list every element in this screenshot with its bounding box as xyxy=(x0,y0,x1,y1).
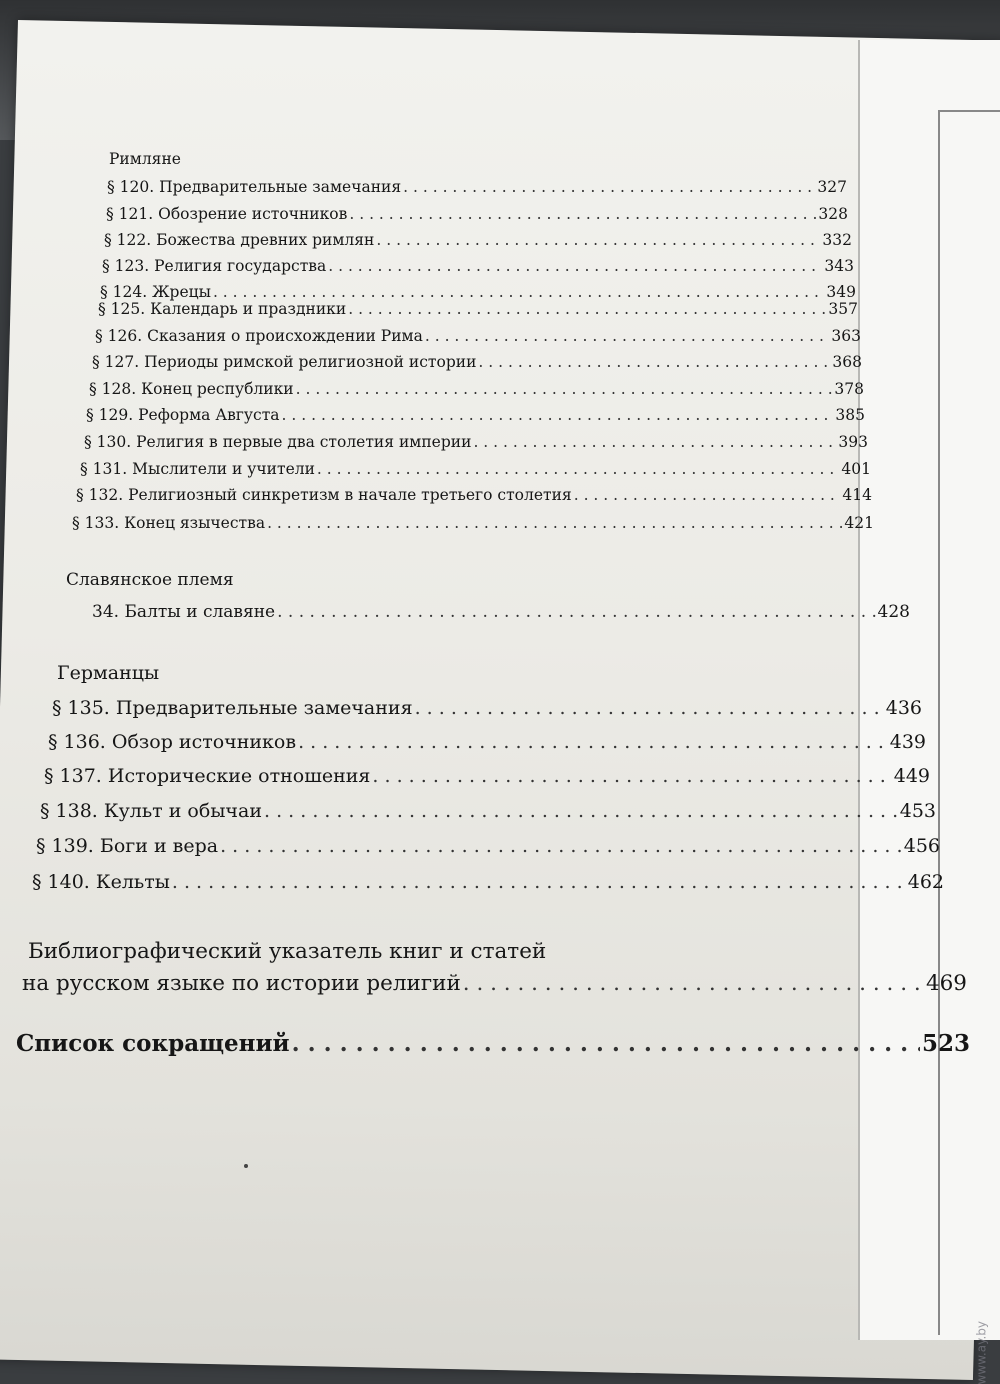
toc-entry xyxy=(100,283,856,301)
toc-entry-title: § 125. Календарь и праздники xyxy=(98,300,347,318)
toc-entry-title: § 137. Исторические отношения xyxy=(44,765,371,787)
toc-entry-title: § 135. Предварительные замечания xyxy=(52,697,413,719)
toc-entry-page: 401 xyxy=(841,460,871,478)
leader-dots xyxy=(574,486,841,504)
toc-entry-title: 34. Балты и славяне xyxy=(92,602,276,622)
leader-dots xyxy=(328,257,822,275)
toc-entry xyxy=(80,460,871,478)
toc-entry xyxy=(76,486,872,504)
toc-entry-page: 393 xyxy=(838,433,868,451)
toc-entry xyxy=(104,231,852,249)
paper-speck xyxy=(244,1164,248,1168)
toc-entry-page: 439 xyxy=(889,731,926,753)
leader-dots xyxy=(403,178,815,196)
toc-entry xyxy=(32,871,944,893)
toc-entry-title: § 139. Боги и вера xyxy=(36,835,219,857)
toc-entry-page: 378 xyxy=(834,380,864,398)
leader-dots xyxy=(463,971,924,996)
toc-entry-page: 343 xyxy=(824,257,854,275)
toc-entry-title: § 130. Религия в первые два столетия империи xyxy=(84,433,472,451)
leader-dots xyxy=(349,205,816,223)
leader-dots xyxy=(425,327,830,345)
toc-entry-title: § 127. Периоды римской религиозной истории xyxy=(92,353,477,371)
toc-entry-page: 368 xyxy=(832,353,862,371)
toc-entry xyxy=(89,380,864,398)
toc-entry xyxy=(92,353,862,371)
toc-entry-title: § 124. Жрецы xyxy=(100,283,211,301)
toc-entry-page: 449 xyxy=(893,765,930,787)
toc-entry xyxy=(40,800,936,822)
leader-dots xyxy=(376,231,820,249)
toc-entry-title: Список сокращений xyxy=(16,1030,290,1057)
toc-entry xyxy=(102,257,854,275)
leader-dots xyxy=(264,800,898,822)
toc-entry-page: 328 xyxy=(818,205,848,223)
leader-dots xyxy=(267,514,842,532)
toc-entry-title: § 121. Обозрение источников xyxy=(106,205,348,223)
toc-entry-page: 385 xyxy=(835,406,865,424)
toc-entry-page: 421 xyxy=(844,514,874,532)
toc-entry xyxy=(106,205,848,223)
toc-entry-title: § 123. Религия государства xyxy=(102,257,327,275)
toc-entry-title: § 132. Религиозный синкретизм в начале третьего столетия xyxy=(76,486,572,504)
section-heading-germans: Германцы xyxy=(57,662,160,684)
toc-entry xyxy=(95,327,861,345)
toc-entry xyxy=(84,433,868,451)
toc-entry xyxy=(48,731,926,753)
toc-entry-title: § 131. Мыслители и учители xyxy=(80,460,315,478)
toc-entry-title: § 129. Реформа Августа xyxy=(86,406,280,424)
watermark: www.ay.by xyxy=(974,1321,988,1384)
leader-dots xyxy=(296,380,833,398)
toc-entry xyxy=(86,406,865,424)
toc-entry xyxy=(107,178,847,196)
section-heading-romans: Римляне xyxy=(109,150,181,168)
toc-entry xyxy=(72,514,874,532)
leader-dots xyxy=(473,433,836,451)
leader-dots xyxy=(172,871,906,893)
toc-entry-page: 456 xyxy=(903,835,940,857)
toc-entry-page: 327 xyxy=(817,178,847,196)
leader-dots xyxy=(298,731,888,753)
toc-entry-title: § 122. Божества древних римлян xyxy=(104,231,375,249)
leader-dots xyxy=(415,697,884,719)
toc-entry-bibliography xyxy=(22,971,967,996)
toc-entry xyxy=(52,697,922,719)
toc-entry-title: § 140. Кельты xyxy=(32,871,170,893)
toc-entry-page: 363 xyxy=(831,327,861,345)
toc-entry xyxy=(98,300,858,318)
toc-entry-page: 332 xyxy=(822,231,852,249)
toc-entry-page: 414 xyxy=(842,486,872,504)
toc-entry xyxy=(44,765,930,787)
bibliography-title: Библиографический указатель книг и статей xyxy=(28,939,547,964)
toc-entry-page: 357 xyxy=(828,300,858,318)
leader-dots xyxy=(372,765,891,787)
leader-dots xyxy=(282,406,834,424)
toc-entry-page: 523 xyxy=(921,1030,970,1057)
toc-entry-page: 462 xyxy=(907,871,944,893)
toc-entry-page: 453 xyxy=(899,800,936,822)
toc-entry xyxy=(92,602,910,622)
leader-dots xyxy=(213,283,824,301)
toc-entry-page: 469 xyxy=(925,971,967,996)
toc-entry-abbreviations xyxy=(16,1030,970,1057)
toc-entry-title: на русском языке по истории религий xyxy=(22,971,461,996)
toc-entry-page: 436 xyxy=(885,697,922,719)
toc-entry-page: 428 xyxy=(877,602,910,622)
toc-entry-page: 349 xyxy=(826,283,856,301)
leader-dots xyxy=(348,300,826,318)
leader-dots xyxy=(292,1030,920,1057)
leader-dots xyxy=(277,602,875,622)
section-heading-slavs: Славянское племя xyxy=(66,570,234,590)
leader-dots xyxy=(220,835,902,857)
leader-dots xyxy=(478,353,830,371)
toc-entry-title: § 136. Обзор источников xyxy=(48,731,297,753)
toc-entry-title: § 133. Конец язычества xyxy=(72,514,266,532)
toc-entry-title: § 138. Культ и обычаи xyxy=(40,800,262,822)
toc-entry-title: § 120. Предварительные замечания xyxy=(107,178,402,196)
toc-entry-title: § 126. Сказания о происхождении Рима xyxy=(95,327,423,345)
toc-entry xyxy=(36,835,940,857)
leader-dots xyxy=(317,460,839,478)
toc-entry-title: § 128. Конец республики xyxy=(89,380,294,398)
